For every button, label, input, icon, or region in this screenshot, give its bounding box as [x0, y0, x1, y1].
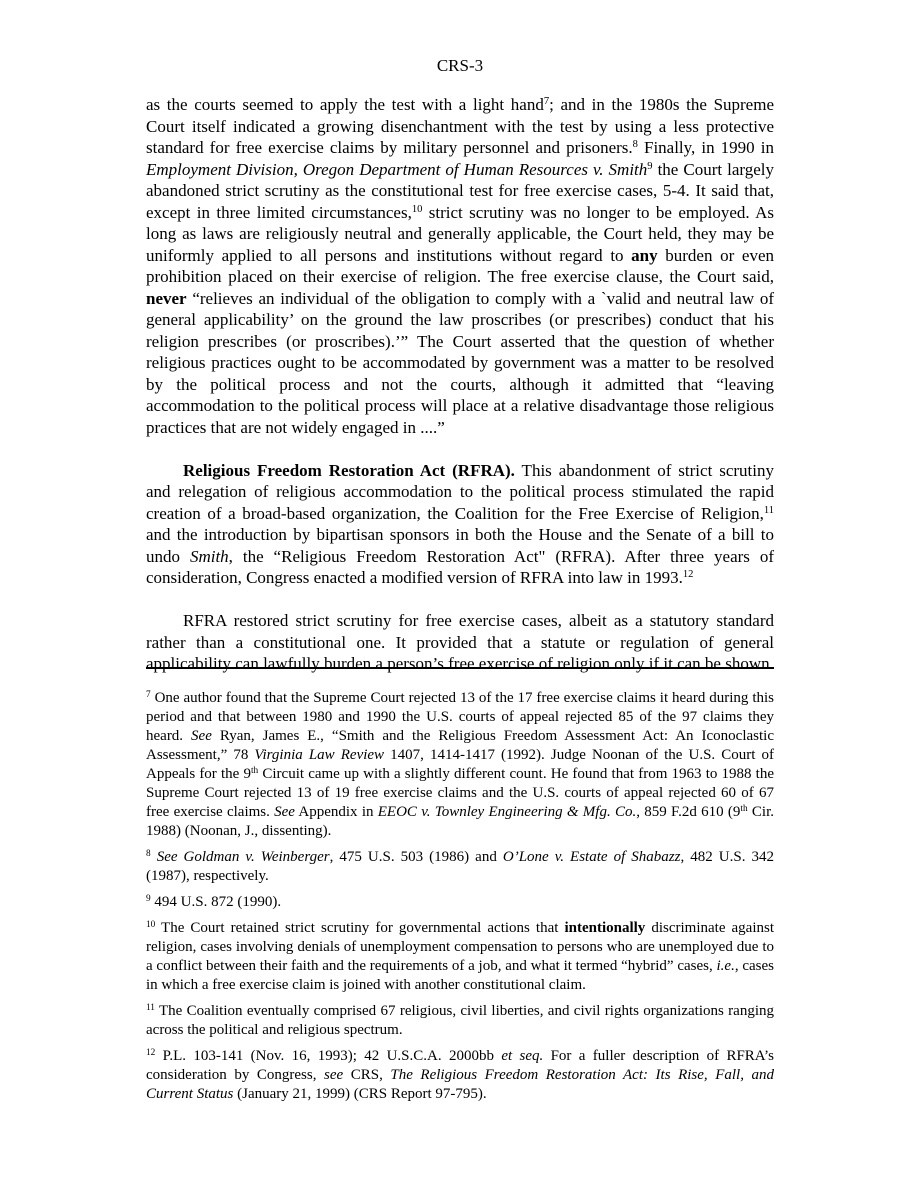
abbreviation-ie: i.e. — [716, 958, 735, 974]
footnote-ref-10: 10 — [411, 203, 423, 215]
text-run: P.L. 103-141 (Nov. 16, 1993); 42 U.S.C.A. 2000bb — [155, 1048, 502, 1064]
signal-see: See — [191, 728, 212, 744]
text-run: Ryan, James E., “Smith and the Religious Freedom Assessment Act: An Iconoclastic Assessment,” 78 — [146, 728, 775, 763]
text-run: burden or even prohibition placed on their exercise of religion. The free exercise clause, the Court said, — [146, 245, 774, 286]
text-run: , cases in which a free exercise claim is joined with another constitutional claim. — [146, 958, 774, 993]
abbreviation-et-seq: et seq. — [501, 1048, 544, 1064]
text-run: as the courts seemed to apply the test with a light hand — [146, 95, 544, 114]
ordinal-suffix: th — [740, 803, 748, 814]
paragraph-rfra-restored: RFRA restored strict scrutiny for free exercise cases, albeit as a statutory standard rather than a constitutional one. It provided that a statute or regulation of general applicability can lawfully burden a person’s free exercise of religion only if it can be shown — [146, 611, 774, 673]
text-run: discriminate against religion, cases involving denials of unemployment compensation to persons who are unemployed due to a conflict between their faith and the requirements of a job, and what it termed “hybrid” cases, — [146, 920, 774, 974]
emphasis-never: never — [146, 288, 187, 308]
footnote-11 — [146, 1002, 774, 1040]
paragraph-rfra — [146, 460, 774, 589]
footnote-7 — [146, 689, 774, 841]
text-run: For a fuller description of RFRA’s consideration by Congress, — [146, 1048, 774, 1083]
footnotes — [146, 689, 774, 1111]
footnote-marker: 7 — [146, 689, 151, 700]
case-name-townley: EEOC v. Townley Engineering & Mfg. Co. — [377, 804, 637, 820]
text-run: The Court retained strict scrutiny for governmental actions that — [155, 920, 565, 936]
footnote-9 — [146, 893, 774, 912]
text-run: strict scrutiny was no longer to be employed. As long as laws are religiously neutral and generally applicable, the Court held, they may be uniformly applied to all persons and institutions without regard to — [146, 202, 775, 265]
case-name-smith: Employment Division, Oregon Department of Human Resources v. Smith — [146, 159, 648, 179]
case-name-goldman: See Goldman v. Weinberger — [156, 849, 330, 865]
emphasis-intentionally: intentionally — [564, 920, 646, 936]
text-run: 494 U.S. 872 (1990). — [150, 894, 282, 910]
footnote-10 — [146, 919, 774, 995]
text-run: (January 21, 1999) (CRS Report 97-795). — [233, 1086, 487, 1102]
footnote-ref-9: 9 — [647, 160, 653, 172]
text-run: , 859 F.2d 610 (9 — [636, 804, 741, 820]
case-name-olone: O’Lone v. Estate of Shabazz — [502, 849, 681, 865]
text-run: the Court largely abandoned strict scrutiny as the constitutional test for free exercise cases, 5-4. It said that, except in three limited circumstances, — [146, 159, 774, 222]
body-text — [146, 94, 774, 696]
case-name-smith-short: Smith — [189, 546, 229, 566]
signal-see: see — [324, 1067, 344, 1083]
text-run: 1407, 1414-1417 (1992). Judge Noonan of the U.S. Court of Appeals for the 9 — [146, 747, 774, 782]
emphasis-any: any — [631, 245, 658, 265]
text-run: Finally, in 1990 in — [637, 138, 774, 157]
text-run: Circuit came up with a slightly different count. He found that from 1963 to 1988 the Supreme Court rejected 13 of 19 free exercise claims and the U.S. courts of appeal rejected 60 of 67 free exercise claims. — [146, 766, 775, 820]
text-run: , 482 U.S. 342 (1987), respectively. — [146, 849, 774, 884]
text-run: , 475 U.S. 503 (1986) and — [329, 849, 503, 865]
footnote-marker: 10 — [146, 919, 156, 930]
text-run: The Coalition eventually comprised 67 religious, civil liberties, and civil rights organizations ranging across the political and religious spectrum. — [146, 1003, 774, 1038]
text-run: “relieves an individual of the obligation to comply with a `valid and neutral law of general applicability’ on the ground the law proscribes (or prescribes) conduct that his religion prescribes (or proscribes).’” The Court asserted that the question of whether religious practices ought to be accommodated by government was a matter to be resolved by the political process and not the courts, although it admitted that “leaving accommodation to the political process will place at a relative disadvantage those religious practices that are not widely engaged in ....” — [146, 288, 774, 437]
footnote-ref-7: 7 — [543, 96, 550, 108]
text-run: Cir. 1988) (Noonan, J., dissenting). — [146, 804, 775, 839]
footnote-ref-12: 12 — [682, 569, 694, 581]
footnote-marker: 12 — [146, 1047, 156, 1058]
report-title: The Religious Freedom Restoration Act: Its Rise, Fall, and Current Status — [146, 1067, 774, 1102]
paragraph-smith-decision — [146, 94, 774, 438]
text-run: ; and in the 1980s the Supreme Court itself indicated a growing disenchantment with the test by using a less protective standard for free exercise claims by military personnel and prisoners. — [146, 95, 774, 157]
page-number-header: CRS-3 — [436, 56, 484, 75]
footnote-ref-11: 11 — [763, 504, 774, 516]
ordinal-suffix: th — [250, 765, 259, 776]
footnote-marker: 9 — [146, 893, 151, 904]
text-run: Appendix in — [294, 804, 378, 820]
footnote-marker: 11 — [146, 1002, 155, 1013]
text-run: This abandonment of strict scrutiny and relegation of religious accommodation to the political process stimulated the rapid creation of a broad-based organization, the Coalition for the Free Exercise of Religion, — [146, 460, 775, 523]
footnote-separator — [146, 667, 774, 669]
footnote-ref-8: 8 — [632, 139, 638, 151]
footnote-12 — [146, 1047, 774, 1104]
signal-see: See — [274, 804, 295, 820]
footnote-marker: 8 — [146, 848, 151, 859]
journal-name: Virginia Law Review — [254, 747, 385, 763]
section-heading-rfra: Religious Freedom Restoration Act (RFRA). — [183, 460, 515, 480]
text-run: and the introduction by bipartisan sponsors in both the House and the Senate of a bill to undo — [146, 525, 774, 566]
text-run: CRS, — [343, 1067, 391, 1083]
footnote-8 — [146, 848, 774, 886]
text-run: , the “Religious Freedom Restoration Act" (RFRA). After three years of consideration, Congress enacted a modified version of RFRA into law in 1993. — [146, 546, 774, 587]
text-run: One author found that the Supreme Court rejected 13 of the 17 free exercise claims it heard during this period and that between 1980 and 1990 the U.S. courts of appeal rejected 85 of the 97 claims they heard. — [146, 690, 774, 744]
